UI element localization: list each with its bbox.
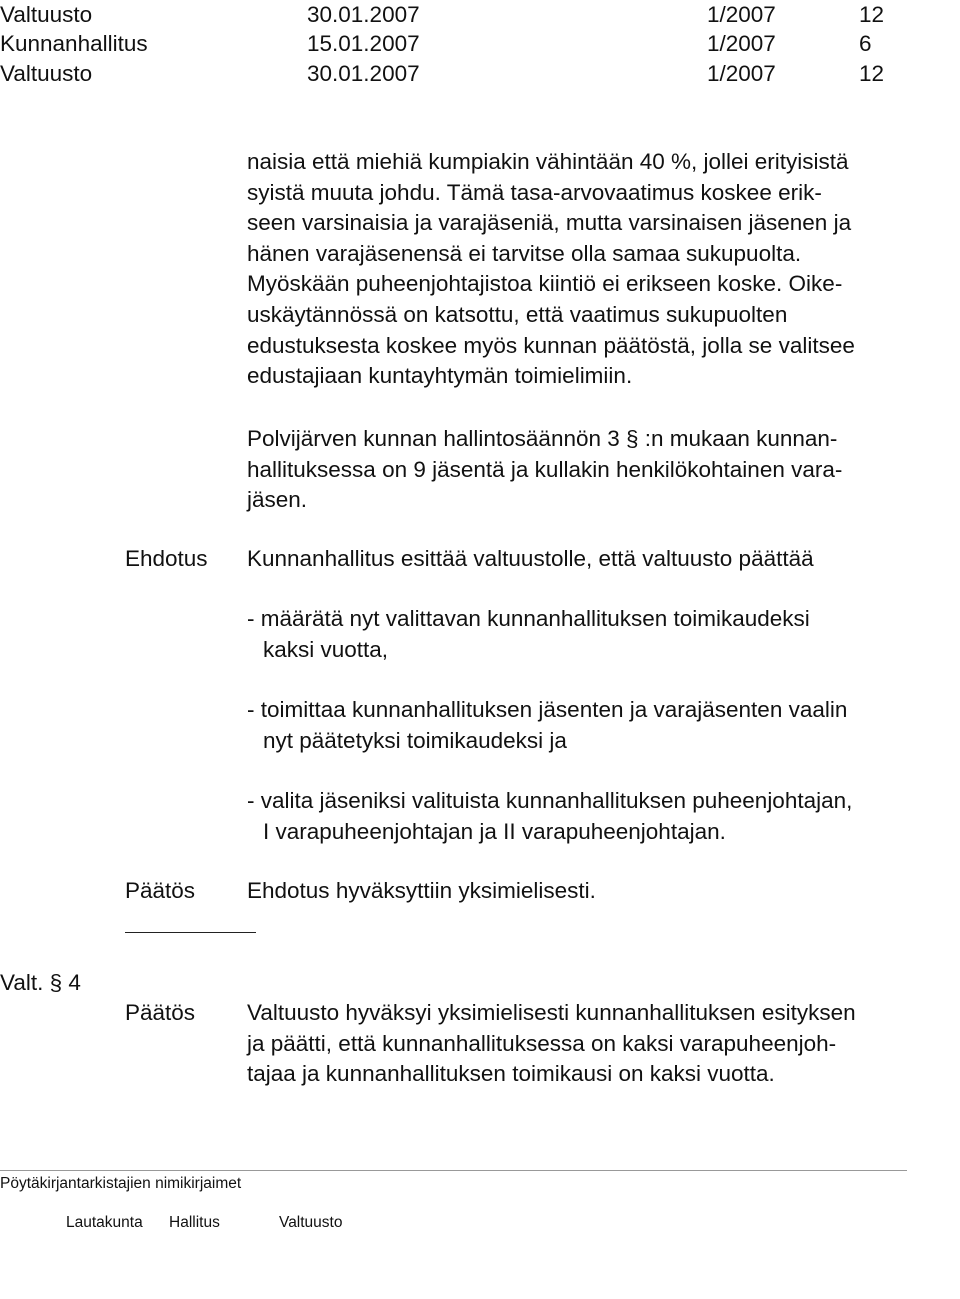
header-meeting-number: 1/2007	[707, 31, 776, 56]
paragraph-line: edustuksesta koskee myös kunnan päätöstä, jolla se valitsee	[247, 332, 855, 358]
header-body-name: Valtuusto	[0, 2, 93, 27]
proposal-item-line: kaksi vuotta,	[263, 636, 389, 662]
paragraph-line: seen varsinaisia ja varajäseniä, mutta varsinaisen jäsenen ja	[247, 210, 852, 236]
decision-text	[247, 876, 960, 907]
council-decision-label: Päätös	[125, 1000, 196, 1025]
body-paragraph	[247, 147, 960, 392]
footer-label-government: Hallitus	[169, 1214, 220, 1231]
header-page-number: 6	[859, 31, 872, 56]
section-reference: Valt. § 4	[0, 970, 81, 995]
paragraph-line: hänen varajäsenensä ei tarvitse olla samaa sukupuolta.	[247, 240, 802, 266]
council-decision-text	[247, 998, 960, 1090]
proposal-item-line: nyt päätetyksi toimikaudeksi ja	[263, 727, 567, 753]
proposal-intro: Kunnanhallitus esittää valtuustolle, että valtuusto päättää	[247, 546, 814, 571]
proposal-item-line: - määrätä nyt valittavan kunnanhallituksen toimikaudeksi	[247, 606, 810, 631]
proposal-item-line: - valita jäseniksi valituista kunnanhallituksen puheenjohtajan,	[247, 788, 853, 813]
decision-line: ja päätti, että kunnanhallituksessa on kaksi varapuheenjoh-	[247, 1030, 837, 1056]
paragraph-line: Polvijärven kunnan hallintosäännön 3 § :n mukaan kunnan-	[247, 426, 838, 451]
footer-label-board: Lautakunta	[66, 1214, 143, 1231]
header-page-number: 12	[859, 2, 885, 27]
header-date: 30.01.2007	[307, 2, 420, 27]
decision-line: Valtuusto hyväksyi yksimielisesti kunnanhallituksen esityksen	[247, 1000, 856, 1025]
proposal-item-line: - toimittaa kunnanhallituksen jäsenten ja varajäsenten vaalin	[247, 697, 848, 722]
header-meeting-number: 1/2007	[707, 61, 776, 86]
body-paragraph	[247, 424, 960, 516]
proposal-label: Ehdotus	[125, 546, 208, 571]
footer-label-council: Valtuusto	[279, 1214, 343, 1231]
header-date: 30.01.2007	[307, 61, 420, 86]
paragraph-line: hallituksessa on 9 jäsentä ja kullakin henkilökohtainen vara-	[247, 456, 843, 482]
header-page-number: 12	[859, 61, 885, 86]
paragraph-line: jäsen.	[247, 487, 308, 513]
proposal-item	[247, 695, 960, 756]
decision-line: tajaa ja kunnanhallituksen toimikausi on kaksi vuotta.	[247, 1061, 775, 1087]
proposal-item	[247, 786, 960, 847]
footer-divider	[0, 1170, 907, 1171]
header-body-name: Kunnanhallitus	[0, 31, 148, 56]
paragraph-line: syistä muuta johdu. Tämä tasa-arvovaatimus koskee erik-	[247, 179, 822, 205]
header-body-name: Valtuusto	[0, 61, 93, 86]
proposal-item-line: I varapuheenjohtajan ja II varapuheenjohtajan.	[263, 818, 726, 844]
footer-title: Pöytäkirjantarkistajien nimikirjaimet	[0, 1175, 242, 1192]
decision-label: Päätös	[125, 878, 196, 903]
paragraph-line: naisia että miehiä kumpiakin vähintään 40 %, jollei erityisistä	[247, 149, 849, 174]
header-meeting-number: 1/2007	[707, 2, 776, 27]
paragraph-line: Myöskään puheenjohtajistoa kiintiö ei erikseen koske. Oike-	[247, 271, 843, 297]
paragraph-line: edustajiaan kuntayhtymän toimielimiin.	[247, 363, 633, 389]
header-date: 15.01.2007	[307, 31, 420, 56]
decision-line: Ehdotus hyväksyttiin yksimielisesti.	[247, 878, 596, 903]
proposal-text	[247, 544, 960, 575]
proposal-item	[247, 604, 960, 665]
decision-divider	[125, 932, 256, 933]
paragraph-line: uskäytännössä on katsottu, että vaatimus sukupuolten	[247, 301, 788, 327]
